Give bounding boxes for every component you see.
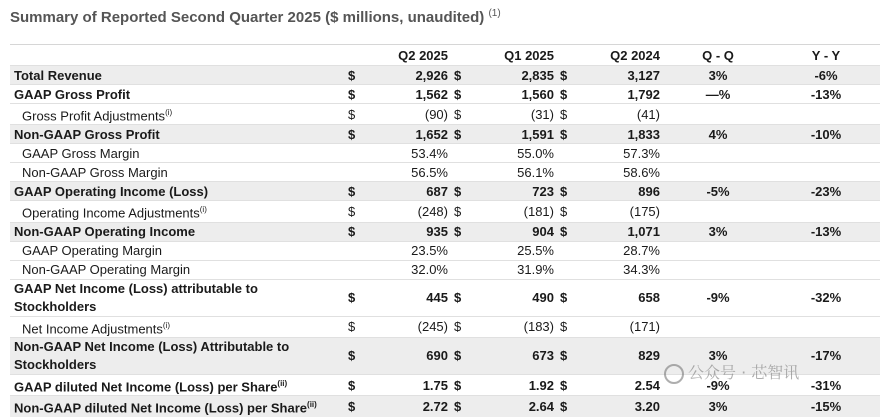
- yy-change-cell: [772, 144, 880, 163]
- row-label: [10, 337, 346, 374]
- qq-change-cell: 3%: [664, 66, 772, 85]
- header-q1-2025: Q1 2025: [452, 45, 558, 66]
- value-cell: 1,560: [466, 85, 558, 104]
- value-cell: 1,562: [360, 85, 452, 104]
- qq-change-cell: 4%: [664, 125, 772, 144]
- qq-change-cell: [664, 104, 772, 125]
- row-footnote: (i): [162, 320, 171, 330]
- yy-change-cell: [772, 163, 880, 182]
- value-cell: (90): [360, 104, 452, 125]
- table-row: [10, 66, 880, 85]
- currency-cell: $: [558, 279, 572, 316]
- row-label: [10, 222, 346, 241]
- currency-cell: $: [558, 66, 572, 85]
- currency-cell: $: [346, 104, 360, 125]
- currency-cell: $: [558, 337, 572, 374]
- yy-change-cell: -13%: [772, 85, 880, 104]
- yy-change-cell: -10%: [772, 125, 880, 144]
- currency-cell: $: [346, 85, 360, 104]
- currency-cell: $: [558, 374, 572, 395]
- currency-cell: $: [452, 66, 466, 85]
- value-cell: 1,792: [572, 85, 664, 104]
- header-label-spacer: [10, 45, 346, 66]
- currency-cell: [346, 241, 360, 260]
- qq-change-cell: [664, 163, 772, 182]
- value-cell: 2.72: [360, 396, 452, 417]
- row-label-text: Net Income Adjustments: [22, 320, 163, 336]
- qq-change-cell: [664, 241, 772, 260]
- currency-cell: $: [452, 374, 466, 395]
- row-label: [10, 182, 346, 201]
- currency-cell: [558, 163, 572, 182]
- qq-change-cell: -9%: [664, 279, 772, 316]
- value-cell: 53.4%: [360, 144, 452, 163]
- value-cell: 1,833: [572, 125, 664, 144]
- row-label: [10, 104, 346, 125]
- value-cell: (245): [360, 316, 452, 337]
- yy-change-cell: -6%: [772, 66, 880, 85]
- row-label-text: GAAP Operating Income (Loss): [14, 183, 209, 199]
- value-cell: 673: [466, 337, 558, 374]
- title-footnote: (1): [488, 8, 501, 19]
- currency-cell: $: [346, 337, 360, 374]
- currency-cell: [452, 260, 466, 279]
- value-cell: 57.3%: [572, 144, 664, 163]
- table-row: [10, 125, 880, 144]
- currency-cell: $: [558, 316, 572, 337]
- table-row: [10, 163, 880, 182]
- row-label-text: Non-GAAP diluted Net Income (Loss) per Share: [14, 400, 308, 416]
- row-footnote: (i): [199, 205, 207, 215]
- row-label-text: GAAP Operating Margin: [22, 243, 162, 259]
- row-label: [10, 279, 346, 316]
- value-cell: 28.7%: [572, 241, 664, 260]
- currency-cell: $: [452, 182, 466, 201]
- value-cell: 1,652: [360, 125, 452, 144]
- qq-change-cell: [664, 144, 772, 163]
- currency-cell: $: [558, 85, 572, 104]
- table-row: [10, 396, 880, 417]
- value-cell: (183): [466, 316, 558, 337]
- row-footnote: (i): [165, 108, 173, 117]
- yy-change-cell: [772, 316, 880, 337]
- yy-change-cell: -23%: [772, 182, 880, 201]
- value-cell: 445: [360, 279, 452, 316]
- currency-cell: [346, 144, 360, 163]
- qq-change-cell: -9%: [664, 374, 772, 395]
- value-cell: 935: [360, 222, 452, 241]
- value-cell: 1,071: [572, 222, 664, 241]
- currency-cell: $: [558, 104, 572, 125]
- row-label-text: Non-GAAP Operating Income: [14, 224, 196, 240]
- row-label: [10, 260, 346, 279]
- row-label: [10, 125, 346, 144]
- currency-cell: $: [346, 279, 360, 316]
- value-cell: 1.92: [466, 374, 558, 395]
- row-label-text: GAAP diluted Net Income (Loss) per Share: [14, 379, 278, 395]
- currency-cell: $: [452, 396, 466, 417]
- value-cell: 34.3%: [572, 260, 664, 279]
- qq-change-cell: [664, 260, 772, 279]
- row-label: [10, 85, 346, 104]
- value-cell: 31.9%: [466, 260, 558, 279]
- value-cell: (41): [572, 104, 664, 125]
- value-cell: (248): [360, 201, 452, 222]
- row-label-text: Non-GAAP Operating Margin: [22, 262, 191, 278]
- currency-cell: $: [346, 222, 360, 241]
- currency-cell: [558, 144, 572, 163]
- value-cell: 32.0%: [360, 260, 452, 279]
- yy-change-cell: -32%: [772, 279, 880, 316]
- currency-cell: $: [346, 201, 360, 222]
- value-cell: (181): [466, 201, 558, 222]
- qq-change-cell: 3%: [664, 396, 772, 417]
- row-label-text: GAAP Gross Profit: [14, 86, 131, 102]
- table-row: [10, 201, 880, 222]
- row-label-text: Total Revenue: [14, 67, 102, 83]
- currency-cell: $: [558, 201, 572, 222]
- table-row: [10, 260, 880, 279]
- value-cell: 829: [572, 337, 664, 374]
- value-cell: 1.75: [360, 374, 452, 395]
- currency-cell: $: [452, 201, 466, 222]
- value-cell: (175): [572, 201, 664, 222]
- value-cell: 904: [466, 222, 558, 241]
- currency-cell: [452, 144, 466, 163]
- qq-change-cell: [664, 316, 772, 337]
- currency-cell: $: [452, 337, 466, 374]
- currency-cell: [558, 260, 572, 279]
- value-cell: (171): [572, 316, 664, 337]
- yy-change-cell: -13%: [772, 222, 880, 241]
- row-footnote: (ii): [307, 400, 317, 410]
- row-label-text: Non-GAAP Net Income (Loss) Attributable to Stockholders: [14, 338, 290, 372]
- table-row: [10, 241, 880, 260]
- value-cell: 490: [466, 279, 558, 316]
- watermark: [664, 360, 799, 384]
- value-cell: 58.6%: [572, 163, 664, 182]
- watermark-text: 公众号 · 芯智讯: [688, 363, 800, 382]
- title-text: Summary of Reported Second Quarter 2025 ($ millions, unaudited): [10, 9, 485, 26]
- table-row: [10, 85, 880, 104]
- row-label: [10, 201, 346, 222]
- yy-change-cell: -15%: [772, 396, 880, 417]
- table-row: [10, 279, 880, 316]
- currency-cell: $: [558, 182, 572, 201]
- currency-cell: $: [346, 182, 360, 201]
- row-label: [10, 396, 346, 417]
- currency-cell: [452, 241, 466, 260]
- value-cell: 1,591: [466, 125, 558, 144]
- value-cell: 2.64: [466, 396, 558, 417]
- value-cell: 2,926: [360, 66, 452, 85]
- currency-cell: [346, 163, 360, 182]
- qq-change-cell: [664, 201, 772, 222]
- page-title: [10, 8, 501, 26]
- yy-change-cell: [772, 241, 880, 260]
- currency-cell: $: [452, 316, 466, 337]
- header-q2-2025: Q2 2025: [346, 45, 452, 66]
- yy-change-cell: -31%: [772, 374, 880, 395]
- row-label: [10, 163, 346, 182]
- currency-cell: $: [346, 66, 360, 85]
- header-q2-2024: Q2 2024: [558, 45, 664, 66]
- row-label-text: Operating Income Adjustments: [22, 205, 200, 221]
- wechat-logo-icon: [664, 364, 684, 384]
- currency-cell: $: [558, 222, 572, 241]
- currency-cell: $: [346, 316, 360, 337]
- value-cell: (31): [466, 104, 558, 125]
- currency-cell: [558, 241, 572, 260]
- table-row: [10, 316, 880, 337]
- currency-cell: $: [452, 125, 466, 144]
- table-row: [10, 104, 880, 125]
- row-label: [10, 66, 346, 85]
- table-row: [10, 144, 880, 163]
- value-cell: 56.5%: [360, 163, 452, 182]
- currency-cell: $: [346, 396, 360, 417]
- header-yy: Y - Y: [772, 45, 880, 66]
- yy-change-cell: [772, 201, 880, 222]
- currency-cell: $: [558, 396, 572, 417]
- row-label-text: GAAP Gross Margin: [22, 145, 140, 161]
- yy-change-cell: -17%: [772, 337, 880, 374]
- row-label: [10, 241, 346, 260]
- row-label: [10, 144, 346, 163]
- value-cell: 56.1%: [466, 163, 558, 182]
- table-row: [10, 182, 880, 201]
- currency-cell: $: [558, 125, 572, 144]
- qq-change-cell: 3%: [664, 337, 772, 374]
- currency-cell: $: [452, 85, 466, 104]
- value-cell: 690: [360, 337, 452, 374]
- qq-change-cell: —%: [664, 85, 772, 104]
- value-cell: 23.5%: [360, 241, 452, 260]
- value-cell: 687: [360, 182, 452, 201]
- currency-cell: $: [452, 279, 466, 316]
- currency-cell: $: [452, 222, 466, 241]
- currency-cell: $: [452, 104, 466, 125]
- currency-cell: [346, 260, 360, 279]
- qq-change-cell: -5%: [664, 182, 772, 201]
- row-label: [10, 316, 346, 337]
- value-cell: 3,127: [572, 66, 664, 85]
- row-label-text: Non-GAAP Gross Profit: [14, 126, 160, 142]
- table-row: [10, 222, 880, 241]
- currency-cell: [452, 163, 466, 182]
- value-cell: 658: [572, 279, 664, 316]
- header-qq: Q - Q: [664, 45, 772, 66]
- yy-change-cell: [772, 104, 880, 125]
- currency-cell: $: [346, 374, 360, 395]
- row-label-text: Gross Profit Adjustments: [22, 108, 166, 124]
- value-cell: 3.20: [572, 396, 664, 417]
- row-footnote: (ii): [277, 378, 288, 388]
- value-cell: 723: [466, 182, 558, 201]
- currency-cell: $: [346, 125, 360, 144]
- value-cell: 2.54: [572, 374, 664, 395]
- value-cell: 55.0%: [466, 144, 558, 163]
- yy-change-cell: [772, 260, 880, 279]
- value-cell: 896: [572, 182, 664, 201]
- value-cell: 25.5%: [466, 241, 558, 260]
- row-label-text: GAAP Net Income (Loss) attributable to Stockholders: [14, 280, 258, 314]
- value-cell: 2,835: [466, 66, 558, 85]
- header-row: [10, 45, 880, 66]
- row-label-text: Non-GAAP Gross Margin: [22, 164, 168, 180]
- row-label: [10, 374, 346, 395]
- qq-change-cell: 3%: [664, 222, 772, 241]
